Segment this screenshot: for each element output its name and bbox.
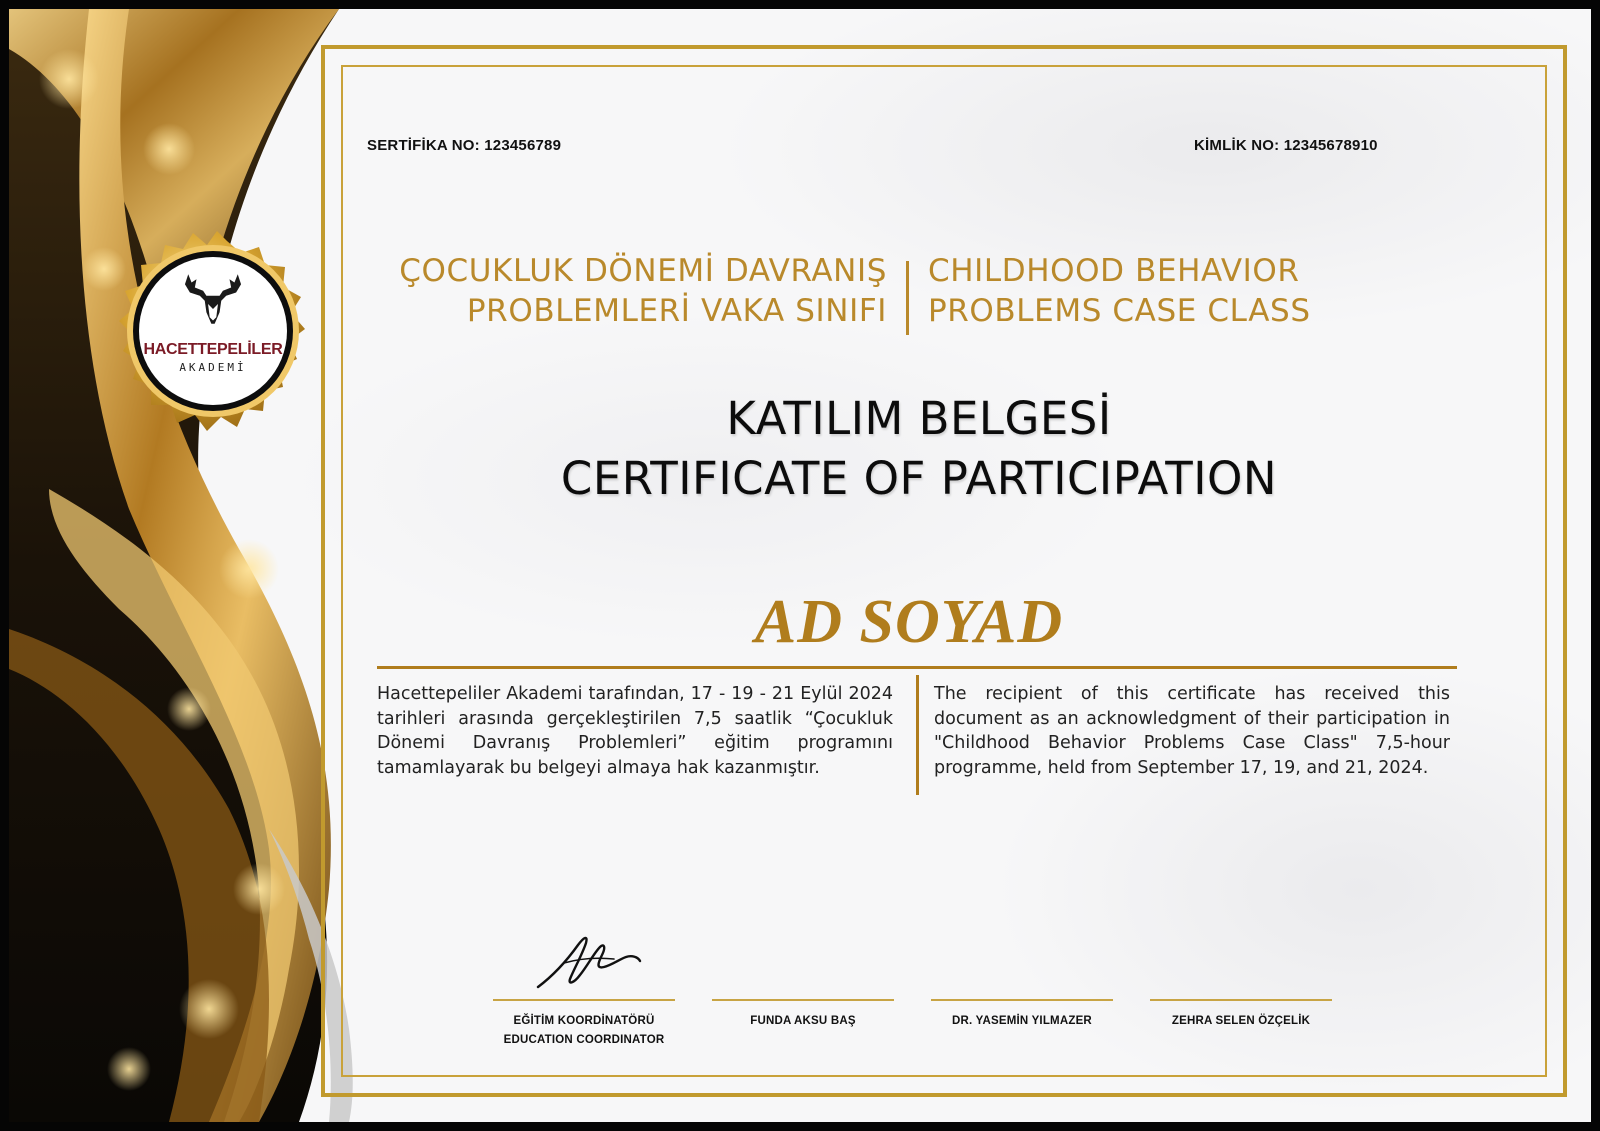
course-title-en-line: PROBLEMS CASE CLASS [928, 293, 1311, 329]
course-divider [906, 261, 909, 335]
signature-line [493, 999, 675, 1001]
course-title-en [928, 251, 1488, 331]
certificate [9, 9, 1591, 1122]
signatory-name: DR. YASEMİN YILMAZER [952, 1015, 1092, 1027]
signatory-title [493, 1012, 675, 1050]
body-divider [916, 675, 919, 795]
id-number: KİMLİK NO: 12345678910 [1194, 137, 1378, 154]
signatory-name: ZEHRA SELEN ÖZÇELİK [1171, 1015, 1311, 1027]
signatory-title-tr: EĞİTİM KOORDİNATÖRÜ [513, 1015, 655, 1027]
signature-line [712, 999, 894, 1001]
signature-block [493, 999, 675, 1050]
signature-block [931, 999, 1113, 1031]
body-text-en: The recipient of this certificate has received this document as an acknowledgment of their participation in "Childhood Behavior Problems Case Class" 7,5-hour programme, held from September 17, 19, and 21, 2024. [934, 684, 1450, 778]
course-title-tr-line: PROBLEMLERİ VAKA SINIFI [466, 293, 887, 329]
signature-block [712, 999, 894, 1031]
deer-head-icon [171, 271, 255, 337]
seal-sub: AKADEMİ [179, 361, 247, 374]
signature-icon [534, 929, 642, 991]
signatory-name: FUNDA AKSU BAŞ [750, 1015, 856, 1027]
signature-block [1150, 999, 1332, 1031]
recipient-name: AD SOYAD [754, 588, 1064, 656]
seal-name: HACETTEPELİLER [143, 341, 283, 358]
signature-line [1150, 999, 1332, 1001]
certificate-number: SERTİFİKA NO: 123456789 [367, 137, 562, 154]
signatory-title-en: EDUCATION COORDINATOR [503, 1034, 665, 1046]
body-text-tr: Hacettepeliler Akademi tarafından, 17 - 19 - 21 Eylül 2024 tarihleri arasında gerçekleştirilen 7,5 saatlik “Çocukluk Dönemi Davranış Problemleri” eğitim programını tamamlayarak bu belgeyi almaya hak kazanmıştır. [377, 684, 893, 778]
name-underline [377, 666, 1457, 669]
course-title-tr-line: ÇOCUKLUK DÖNEMİ DAVRANIŞ [399, 253, 887, 289]
signature-line [931, 999, 1113, 1001]
title-tr: KATILIM BELGESİ [726, 392, 1112, 445]
course-title-tr [327, 251, 887, 331]
academy-seal [139, 259, 287, 407]
title-en: CERTIFICATE OF PARTICIPATION [560, 452, 1278, 505]
course-title-en-line: CHILDHOOD BEHAVIOR [928, 253, 1300, 289]
gold-frame-inner [341, 65, 1547, 1077]
